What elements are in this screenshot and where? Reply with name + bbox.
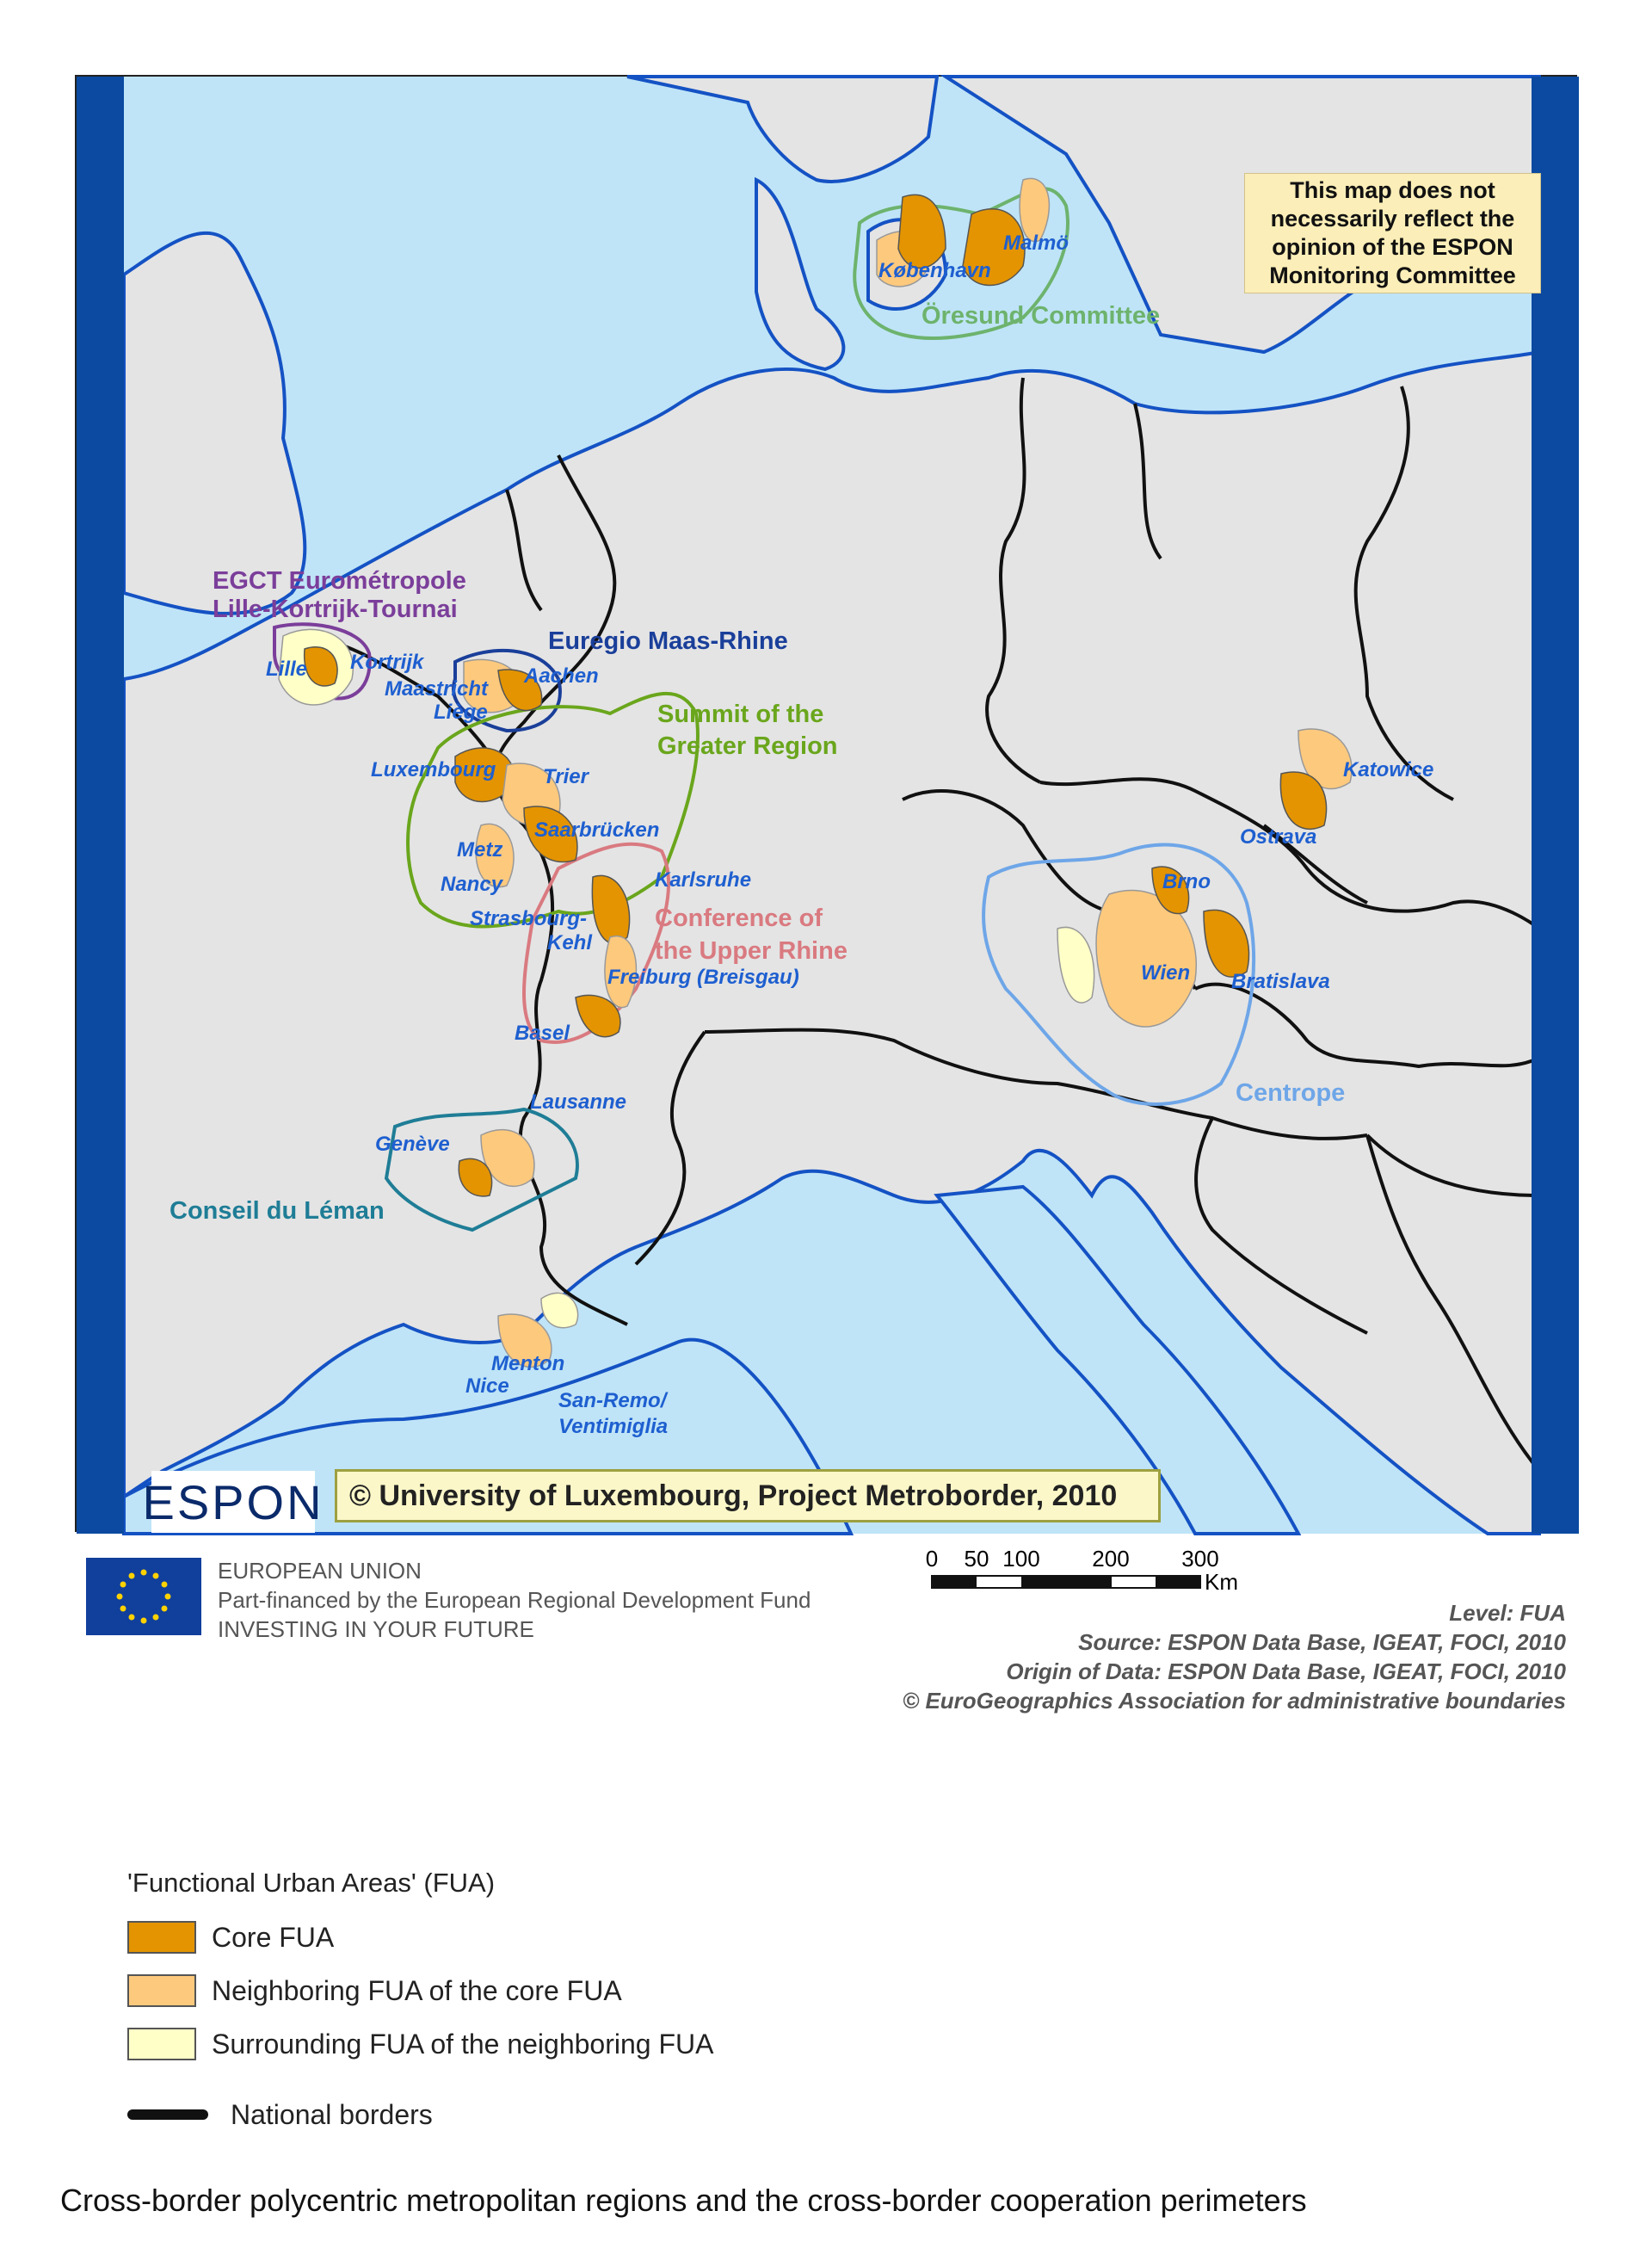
city-label: Kortrijk <box>350 651 424 674</box>
city-label: Bratislava <box>1231 970 1330 993</box>
eu-line: EUROPEAN UNION <box>218 1558 422 1584</box>
area-label-euregio: Euregio Maas-Rhine <box>548 627 788 655</box>
scale-bar-segment <box>1021 1576 1111 1588</box>
area-label-lille: Lille-Kortrijk-Tournai <box>213 596 458 623</box>
city-label: Karlsruhe <box>655 868 752 892</box>
meta-level: Level: FUA <box>1449 1600 1566 1626</box>
city-label: Freiburg (Breisgau) <box>607 966 799 989</box>
city-label: Menton <box>491 1352 565 1375</box>
scale-tick: 100 <box>1002 1546 1040 1572</box>
espon-logo <box>142 1471 324 1533</box>
meta-source: Source: ESPON Data Base, IGEAT, FOCI, 2010 <box>1078 1629 1566 1655</box>
legend-row-neighboring <box>127 1964 713 2017</box>
city-label: Lille <box>266 658 308 681</box>
legend-swatch-surrounding <box>127 2028 196 2060</box>
city-label: Brno <box>1162 870 1211 893</box>
city-label: San-Remo/ <box>558 1389 667 1412</box>
city-label: Strasbourg- <box>470 907 588 930</box>
city-label: Lausanne <box>530 1090 627 1114</box>
scale-bar <box>925 1545 1238 1596</box>
city-label: Katowice <box>1343 758 1434 781</box>
city-label: København <box>878 259 991 282</box>
city-label: Trier <box>543 765 589 788</box>
notice-line: opinion of the ESPON <box>1272 234 1513 260</box>
map-metadata <box>903 1598 1566 1715</box>
city-label: Ostrava <box>1240 825 1317 849</box>
city-label: Basel <box>515 1022 570 1045</box>
copyright-text: © University of Luxembourg, Project Metroborder, 2010 <box>349 1479 1118 1512</box>
legend-row-surrounding <box>127 2017 713 2071</box>
area-label-greater-region: Summit of the <box>657 701 824 728</box>
city-label: Genève <box>375 1133 450 1156</box>
city-label: Luxembourg <box>371 758 496 781</box>
legend-border-line <box>127 2109 208 2120</box>
scale-bar-segment <box>932 1576 977 1588</box>
right-frame-bar <box>1532 77 1579 1534</box>
notice-line: This map does not <box>1290 177 1495 203</box>
legend <box>127 1868 713 2141</box>
legend-row-borders <box>127 2088 713 2141</box>
city-label: Nancy <box>441 873 503 896</box>
city-label: Wien <box>1141 961 1191 985</box>
eu-funding-text <box>218 1556 811 1644</box>
city-label: Aachen <box>524 664 599 688</box>
city-label: Malmö <box>1003 232 1069 255</box>
figure-caption: Cross-border polycentric metropolitan regions and the cross-border cooperation perimeters <box>60 2183 1307 2218</box>
city-label: Metz <box>457 838 503 862</box>
scale-tick: 300 <box>1181 1546 1219 1572</box>
city-label: Liège <box>434 701 488 724</box>
city-label: Saarbrücken <box>534 818 660 842</box>
area-label-upper-rhine: the Upper Rhine <box>655 937 848 965</box>
area-label-greater-region: Greater Region <box>657 732 838 760</box>
copyright-notice <box>335 1469 1161 1522</box>
area-label-lille: EGCT Eurométropole <box>213 567 466 595</box>
legend-label: Neighboring FUA of the core FUA <box>212 1974 622 2006</box>
city-label: Ventimiglia <box>558 1415 669 1438</box>
legend-swatch-core <box>127 1921 196 1954</box>
legend-title: 'Functional Urban Areas' (FUA) <box>127 1868 496 1898</box>
notice-line: necessarily reflect the <box>1270 206 1515 232</box>
scale-tick: 50 <box>964 1546 989 1572</box>
area-label-centrope: Centrope <box>1236 1079 1346 1107</box>
scale-bar-segment <box>1156 1576 1200 1588</box>
legend-label: Core FUA <box>212 1921 335 1953</box>
city-label: Maastricht <box>385 677 489 701</box>
notice-line: Monitoring Committee <box>1269 262 1516 288</box>
area-label-leman: Conseil du Léman <box>170 1197 385 1225</box>
legend-label: National borders <box>231 2098 433 2130</box>
map-canvas[interactable] <box>77 77 1579 1534</box>
espon-logo-text: ESPON <box>142 1474 324 1529</box>
scale-tick: 200 <box>1092 1546 1130 1572</box>
eu-line: Part-financed by the European Regional Development Fund <box>218 1587 811 1613</box>
eu-line: INVESTING IN YOUR FUTURE <box>218 1616 534 1642</box>
meta-boundaries: © EuroGeographics Association for administrative boundaries <box>903 1688 1566 1714</box>
meta-origin: Origin of Data: ESPON Data Base, IGEAT, FOCI, 2010 <box>1006 1658 1566 1684</box>
disclaimer-notice <box>1244 173 1541 293</box>
city-label: Kehl <box>547 931 593 954</box>
legend-label: Surrounding FUA of the neighboring FUA <box>212 2028 714 2060</box>
scale-unit: Km <box>1205 1569 1238 1595</box>
left-frame-bar <box>77 77 124 1534</box>
area-label-upper-rhine: Conference of <box>655 905 823 932</box>
legend-row-core <box>127 1911 713 1964</box>
city-label: Nice <box>465 1374 509 1398</box>
eu-stars-icon <box>117 1570 171 1624</box>
area-label-oresund: Öresund Committee <box>922 302 1161 330</box>
eu-flag-icon <box>86 1558 201 1635</box>
scale-tick: 0 <box>925 1546 939 1572</box>
map-frame[interactable] <box>75 75 1577 1532</box>
legend-swatch-neighboring <box>127 1974 196 2007</box>
